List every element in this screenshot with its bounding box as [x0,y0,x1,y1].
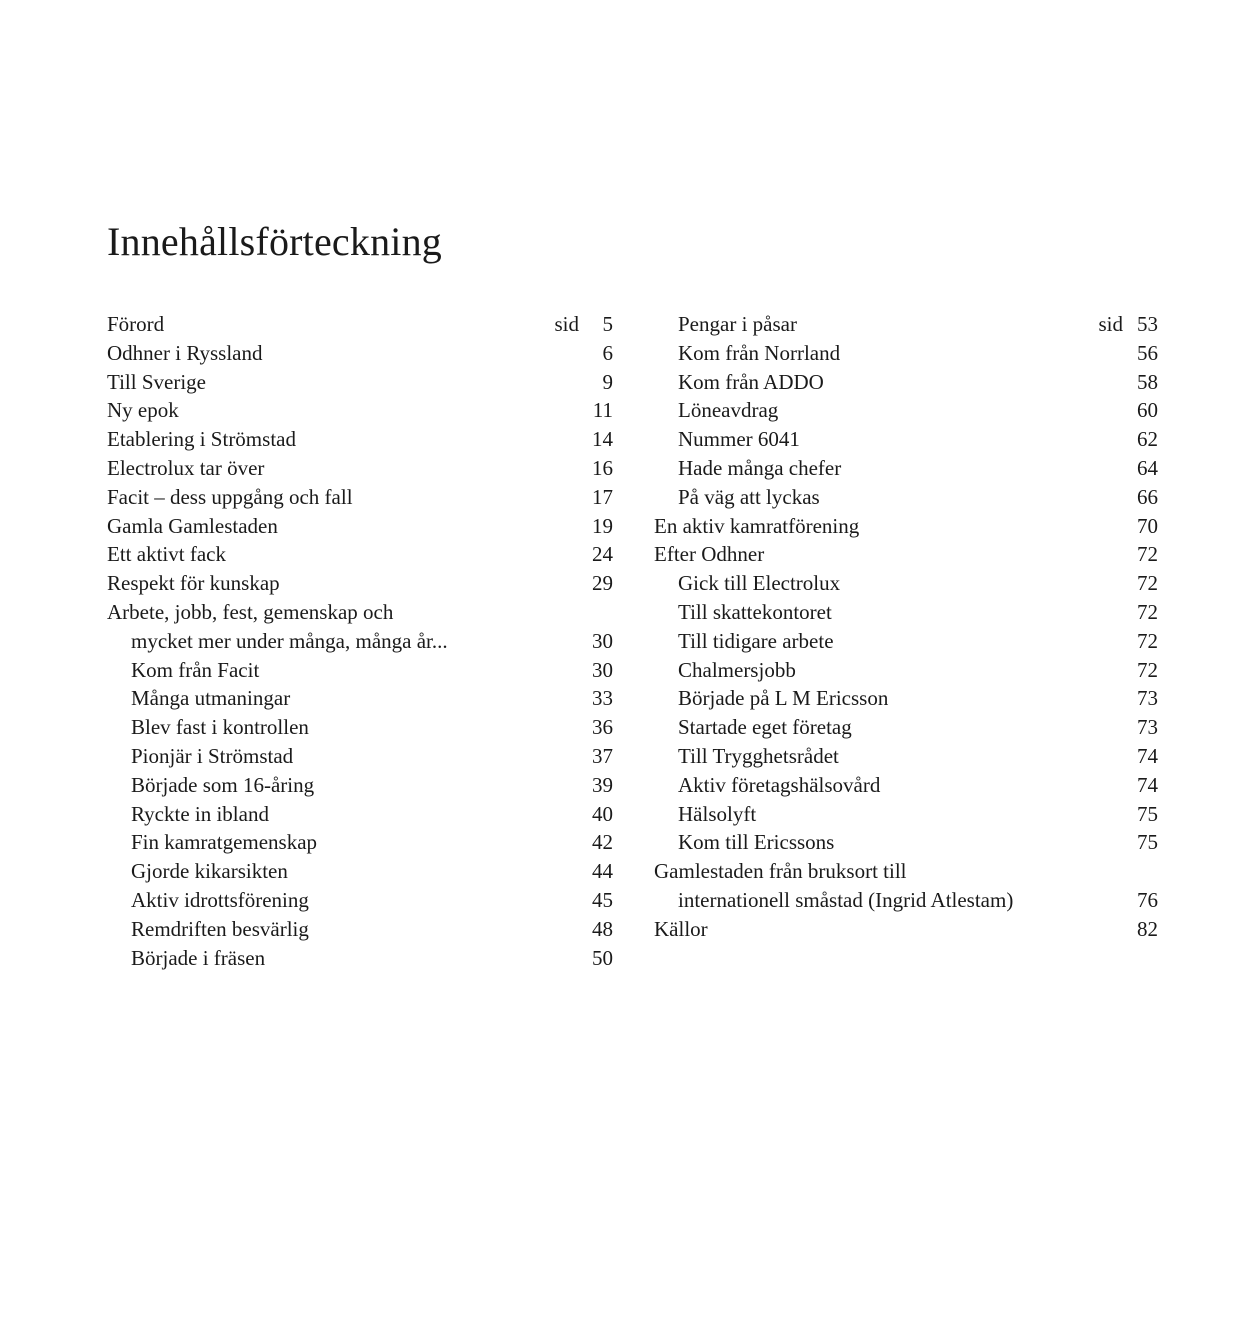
toc-entry-title: Remdriften besvärlig [131,916,309,941]
toc-entry-page: 16 [592,455,613,480]
toc-entry-title: Aktiv idrottsförening [131,887,309,912]
toc-entry-title: Började på L M Ericsson [678,686,889,711]
toc-sid-label: sid [554,312,579,336]
toc-entry [654,368,1158,397]
toc-entry [654,627,1158,656]
toc-entry-title: Gjorde kikarsikten [131,859,288,884]
toc-entry-page: 70 [1137,513,1158,538]
toc-entry-page: 29 [592,571,613,596]
toc-entry-page: 64 [1137,455,1158,480]
toc-entry-page: 50 [592,945,613,970]
toc-entry [654,828,1158,857]
toc-entry-title: Odhner i Ryssland [107,340,263,365]
toc-entry-title: Började som 16-åring [131,772,315,797]
toc-entry [654,425,1158,454]
toc-entry [107,396,613,425]
toc-entry [107,656,613,685]
toc-entry-page: 66 [1137,484,1158,509]
toc-entry-page: 42 [592,830,613,855]
toc-entry [107,512,613,541]
toc-entry [654,713,1158,742]
toc-entry-title: Pengar i påsar [678,312,797,336]
toc-entry [107,857,613,886]
toc-entry-page: 19 [592,513,613,538]
toc-entry-title: Gamla Gamlestaden [107,513,278,538]
toc-entry-page: 9 [602,369,613,394]
toc-entry-title: Till Trygghetsrådet [678,743,839,768]
toc-entry-title: Gamlestaden från bruksort till [654,859,907,884]
toc-entry [107,569,613,598]
toc-entry-page: 45 [592,887,613,912]
toc-entry-title: Förord [107,312,165,336]
toc-entry-page: 33 [592,686,613,711]
toc-entry-title: Gick till Electrolux [678,571,841,596]
toc-entry-page: 24 [592,542,613,567]
toc-entry [654,540,1158,569]
toc-entry-title: Startade eget företag [678,715,852,740]
toc-entry-title: Hälsolyft [678,801,757,826]
toc-entry-page: 82 [1137,916,1158,941]
toc-entry-page: 74 [1137,772,1158,797]
toc-entry [107,368,613,397]
toc-entry-page: 72 [1137,628,1158,653]
toc-entry-title: Ny epok [107,398,179,423]
toc-entry-page: 30 [592,628,613,653]
toc-entry [107,627,613,656]
toc-entry-page: 75 [1137,801,1158,826]
toc-entry [654,598,1158,627]
toc-entry-page: 75 [1137,830,1158,855]
toc-left-column [107,310,613,972]
toc-entry [654,886,1158,915]
toc-entry-page: 30 [592,657,613,682]
toc-entry [107,454,613,483]
toc-entry-page: 37 [592,743,613,768]
toc-entry-title: Facit – dess uppgång och fall [107,484,353,509]
toc-entry [654,396,1158,425]
toc-entry [654,310,1158,339]
toc-entry [107,915,613,944]
toc-entry-title: Efter Odhner [654,542,765,567]
toc-entry-page: 56 [1137,340,1158,365]
toc-entry [107,684,613,713]
toc-entry-page: 39 [592,772,613,797]
toc-entry-page: 76 [1137,887,1158,912]
toc-entry-page: 36 [592,715,613,740]
toc-entry [107,828,613,857]
toc-entry-title: Hade många chefer [678,455,842,480]
page-title: Innehållsförteckning [107,219,442,264]
toc-entry-title: Ryckte in ibland [131,801,269,826]
toc-entry-title: Kom från Facit [131,657,260,682]
toc-entry-title: Respekt för kunskap [107,571,280,596]
toc-entry [107,425,613,454]
toc-entry [654,512,1158,541]
toc-entry [654,483,1158,512]
toc-entry-title: mycket mer under många, många år... [131,628,448,653]
toc-entry [654,915,1158,944]
toc-entry [107,886,613,915]
toc-entry-title: Började i fräsen [131,945,266,970]
toc-entry-title: Arbete, jobb, fest, gemenskap och [107,599,394,624]
toc-entry [107,800,613,829]
toc-entry [107,310,613,339]
toc-entry [107,944,613,973]
toc-entry-page: 58 [1137,369,1158,394]
toc-entry-title: Ett aktivt fack [107,542,226,567]
toc-entry-page: 74 [1137,743,1158,768]
toc-entry-title: Källor [654,916,708,941]
toc-entry-page: 62 [1137,427,1158,452]
toc-entry-title: Blev fast i kontrollen [131,715,309,740]
toc-entry [107,771,613,800]
toc-entry [107,540,613,569]
toc-entry [107,339,613,368]
toc-entry-title: Aktiv företagshälsovård [678,772,881,797]
toc-entry [654,800,1158,829]
toc-entry [654,339,1158,368]
toc-entry-page: 14 [592,427,613,452]
toc-entry [654,656,1158,685]
toc-entry-title: Nummer 6041 [678,427,800,452]
toc-entry-title: Pionjär i Strömstad [131,743,294,768]
toc-entry [654,569,1158,598]
toc-entry [107,742,613,771]
toc-right-column [654,310,1158,944]
toc-entry [654,684,1158,713]
toc-entry-page: 5 [602,312,613,336]
toc-entry-page: 73 [1137,715,1158,740]
toc-entry-page: 6 [602,340,613,365]
toc-entry-title: Till skattekontoret [678,599,832,624]
toc-entry-page: 44 [592,859,613,884]
toc-entry [654,742,1158,771]
toc-entry-title: Chalmersjobb [678,657,796,682]
toc-entry-page: 72 [1137,571,1158,596]
toc-entry-page: 48 [592,916,613,941]
toc-entry-title: Etablering i Strömstad [107,427,296,452]
toc-entry-title: internationell småstad (Ingrid Atlestam) [678,887,1014,912]
toc-entry-title: Fin kamratgemenskap [131,830,318,855]
toc-entry-page: 72 [1137,542,1158,567]
toc-entry-page: 72 [1137,599,1158,624]
toc-entry-title: En aktiv kamratförening [654,513,860,538]
toc-entry-title: Kom till Ericssons [678,830,835,855]
toc-entry-title: På väg att lyckas [678,484,820,509]
toc-entry-title: Många utmaningar [131,686,291,711]
toc-entry [107,598,613,627]
toc-entry-page: 11 [592,398,613,423]
toc-entry-title: Electrolux tar över [107,455,265,480]
toc-sid-label: sid [1098,312,1123,336]
toc-entry [654,454,1158,483]
toc-entry [654,857,1158,886]
toc-entry-page: 60 [1137,398,1158,423]
toc-entry-page: 72 [1137,657,1158,682]
toc-entry-page: 40 [592,801,613,826]
toc-entry [654,771,1158,800]
toc-entry-title: Till tidigare arbete [678,628,834,653]
toc-entry [107,483,613,512]
toc-entry-page: 53 [1137,312,1158,336]
toc-entry-title: Kom från ADDO [678,369,824,394]
toc-entry-title: Kom från Norrland [678,340,841,365]
toc-entry-page: 17 [592,484,613,509]
toc-entry-title: Till Sverige [107,369,206,394]
toc-entry [107,713,613,742]
toc-entry-page: 73 [1137,686,1158,711]
toc-entry-title: Löneavdrag [678,398,779,423]
